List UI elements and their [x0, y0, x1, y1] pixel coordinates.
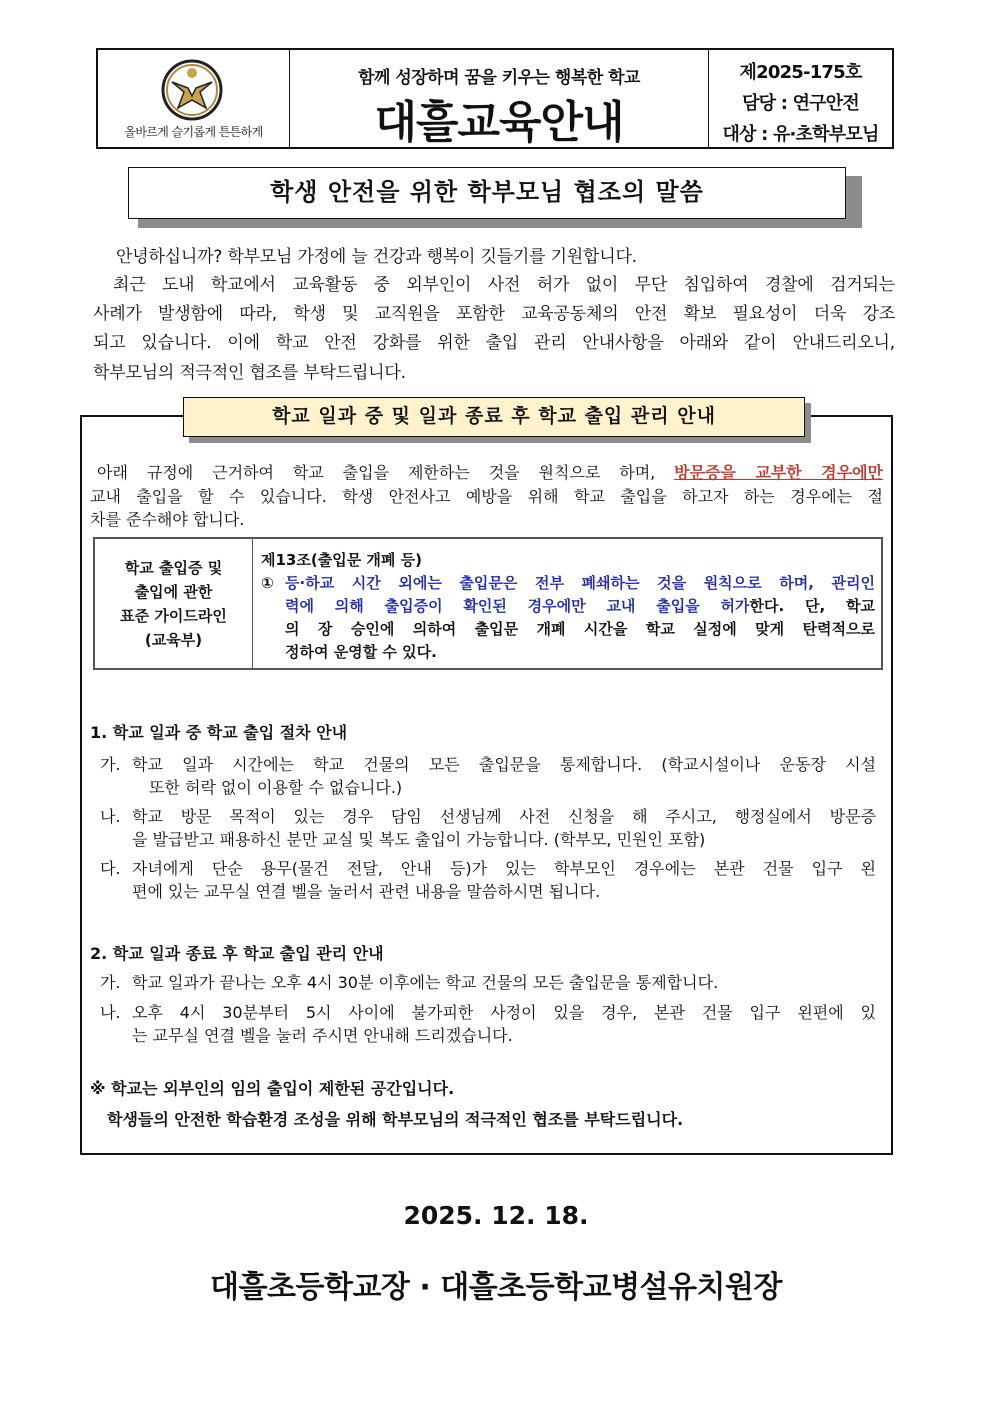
guideline-source-line: 표준 가이드라인: [120, 606, 227, 625]
document-target: 대상 : 유·초학부모님: [722, 124, 879, 145]
school-logo-cell: [98, 50, 290, 147]
section2-a-mark: 가.: [100, 973, 121, 992]
guideline-table: [93, 537, 883, 670]
section-title: 학교 일과 중 및 일과 종료 후 학교 출입 관리 안내: [183, 397, 805, 437]
section1-c-line-1: 자녀에게 단순 용무(물건 전달, 안내 등)가 있는 학부모인 경우에는 본관 건물 입구 왼: [132, 859, 876, 878]
section1-a-mark: 가.: [100, 755, 121, 774]
school-emblem-icon: [160, 58, 224, 122]
article-line-3: 의 장 승인에 의하여 출입문 개폐 시간을 학교 실정에 맞게 탄력적으로: [285, 620, 875, 638]
school-motto: 올바르게 슬기롭게 튼튼하게: [124, 125, 263, 139]
note-line-1: ※ 학교는 외부인의 임의 출입이 제한된 공간입니다.: [90, 1079, 455, 1098]
section1-title: 1. 학교 일과 중 학교 출입 절차 안내: [90, 723, 348, 742]
article-line-2: [285, 595, 875, 618]
section2-b-mark: 나.: [100, 1003, 121, 1022]
article-line-4: 정하여 운영할 수 있다.: [285, 643, 437, 661]
document-manager: 담당 : 연구안전: [742, 93, 859, 114]
article-number: ①: [261, 574, 274, 592]
rule-line-1: [97, 461, 883, 485]
section1-a-line-1: 학교 일과 시간에는 학교 건물의 모든 출입문을 통제합니다. (학교시설이나 운동장 시설: [132, 755, 876, 774]
section1-b-mark: 나.: [100, 807, 121, 826]
section2-title: 2. 학교 일과 종료 후 학교 출입 관리 안내: [90, 944, 384, 963]
issue-date: 2025. 12. 18.: [403, 1201, 589, 1230]
newsletter-title: 대흘교육안내: [374, 97, 624, 148]
rule-highlight: 방문증을 교부한 경우에만: [674, 463, 883, 482]
intro-line-2: 최근 도내 학교에서 교육활동 중 외부인이 사전 허가 없이 무단 침입하여 경찰에 검거되는: [113, 275, 895, 295]
intro-line-4: 되고 있습니다. 이에 학교 안전 강화를 위한 출입 관리 안내사항을 아래와 같이 안내드리오니,: [93, 333, 895, 353]
rule-text: 아래 규정에 근거하여 학교 출입을 제한하는 것을 원칙으로 하며,: [97, 463, 675, 482]
rule-line-3: 차를 준수해야 합니다.: [90, 510, 245, 529]
section1-c-mark: 다.: [100, 859, 121, 878]
guideline-source-line: 학교 출입증 및: [124, 558, 223, 577]
document-number: 제2025-175호: [739, 62, 862, 83]
article-title: 제13조(출입문 개폐 등): [261, 551, 422, 569]
header-info: [709, 50, 892, 147]
page-title: 학생 안전을 위한 학부모님 협조의 말씀: [128, 167, 846, 219]
rule-line-2: 교내 출입을 할 수 있습니다. 학생 안전사고 예방을 위해 학교 출입을 하고자 하는 경우에는 절: [90, 487, 883, 506]
section2-a-line-1: 학교 일과가 끝나는 오후 4시 30분 이후에는 학교 건물의 모든 출입문을 통제합니다.: [132, 973, 719, 992]
article-line-1: 등·하교 시간 외에는 출입문은 전부 폐쇄하는 것을 원칙으로 하며, 관리인: [285, 574, 875, 592]
section1-b-line-2: 을 발급받고 패용하신 분만 교실 및 복도 출입이 가능합니다. (학부모, 민원인 포함): [132, 830, 706, 849]
intro-line-5: 학부모님의 적극적인 협조를 부탁드립니다.: [93, 363, 406, 383]
section2-b-line-2: 는 교무실 연결 벨을 눌러 주시면 안내해 드리겠습니다.: [132, 1026, 513, 1045]
note-line-2: 학생들의 안전한 학습환경 조성을 위해 학부모님의 적극적인 협조를 부탁드립니다.: [107, 1110, 684, 1129]
section1-b-line-1: 학교 방문 목적이 있는 경우 담임 선생님께 사전 신청을 해 주시고, 행정실에서 방문증: [132, 807, 876, 826]
guideline-source-line: 출입에 관한: [134, 582, 213, 601]
header-center: [290, 50, 709, 147]
header-table: [96, 48, 894, 149]
intro-line-3: 사례가 발생함에 따라, 학생 및 교직원을 포함한 교육공동체의 안전 확보 필요성이 더욱 강조: [93, 304, 895, 324]
guideline-source-line: (교육부): [144, 630, 203, 649]
guideline-source: [95, 539, 253, 668]
article-highlight: 력에 의해 출입증이 확인된 경우에만 교내 출입을 허가: [285, 597, 750, 615]
school-slogan: 함께 성장하며 꿈을 키우는 행복한 학교: [358, 68, 640, 88]
guideline-article: [253, 539, 881, 668]
section2-b-line-1: 오후 4시 30분부터 5시 사이에 불가피한 사정이 있을 경우, 본관 건물 입구 왼편에 있: [132, 1003, 876, 1022]
signature: 대흘초등학교장 · 대흘초등학교병설유치원장: [210, 1270, 782, 1305]
section1-c-line-2: 편에 있는 교무실 연결 벨을 눌러서 관련 내용을 말씀하시면 됩니다.: [132, 882, 601, 901]
article-text: 한다. 단, 학교: [749, 597, 875, 615]
section1-a-line-2: 또한 허락 없이 이용할 수 없습니다.): [149, 778, 403, 797]
intro-line-1: 안녕하십니까? 학부모님 가정에 늘 건강과 행복이 깃들기를 기원합니다.: [116, 247, 637, 267]
